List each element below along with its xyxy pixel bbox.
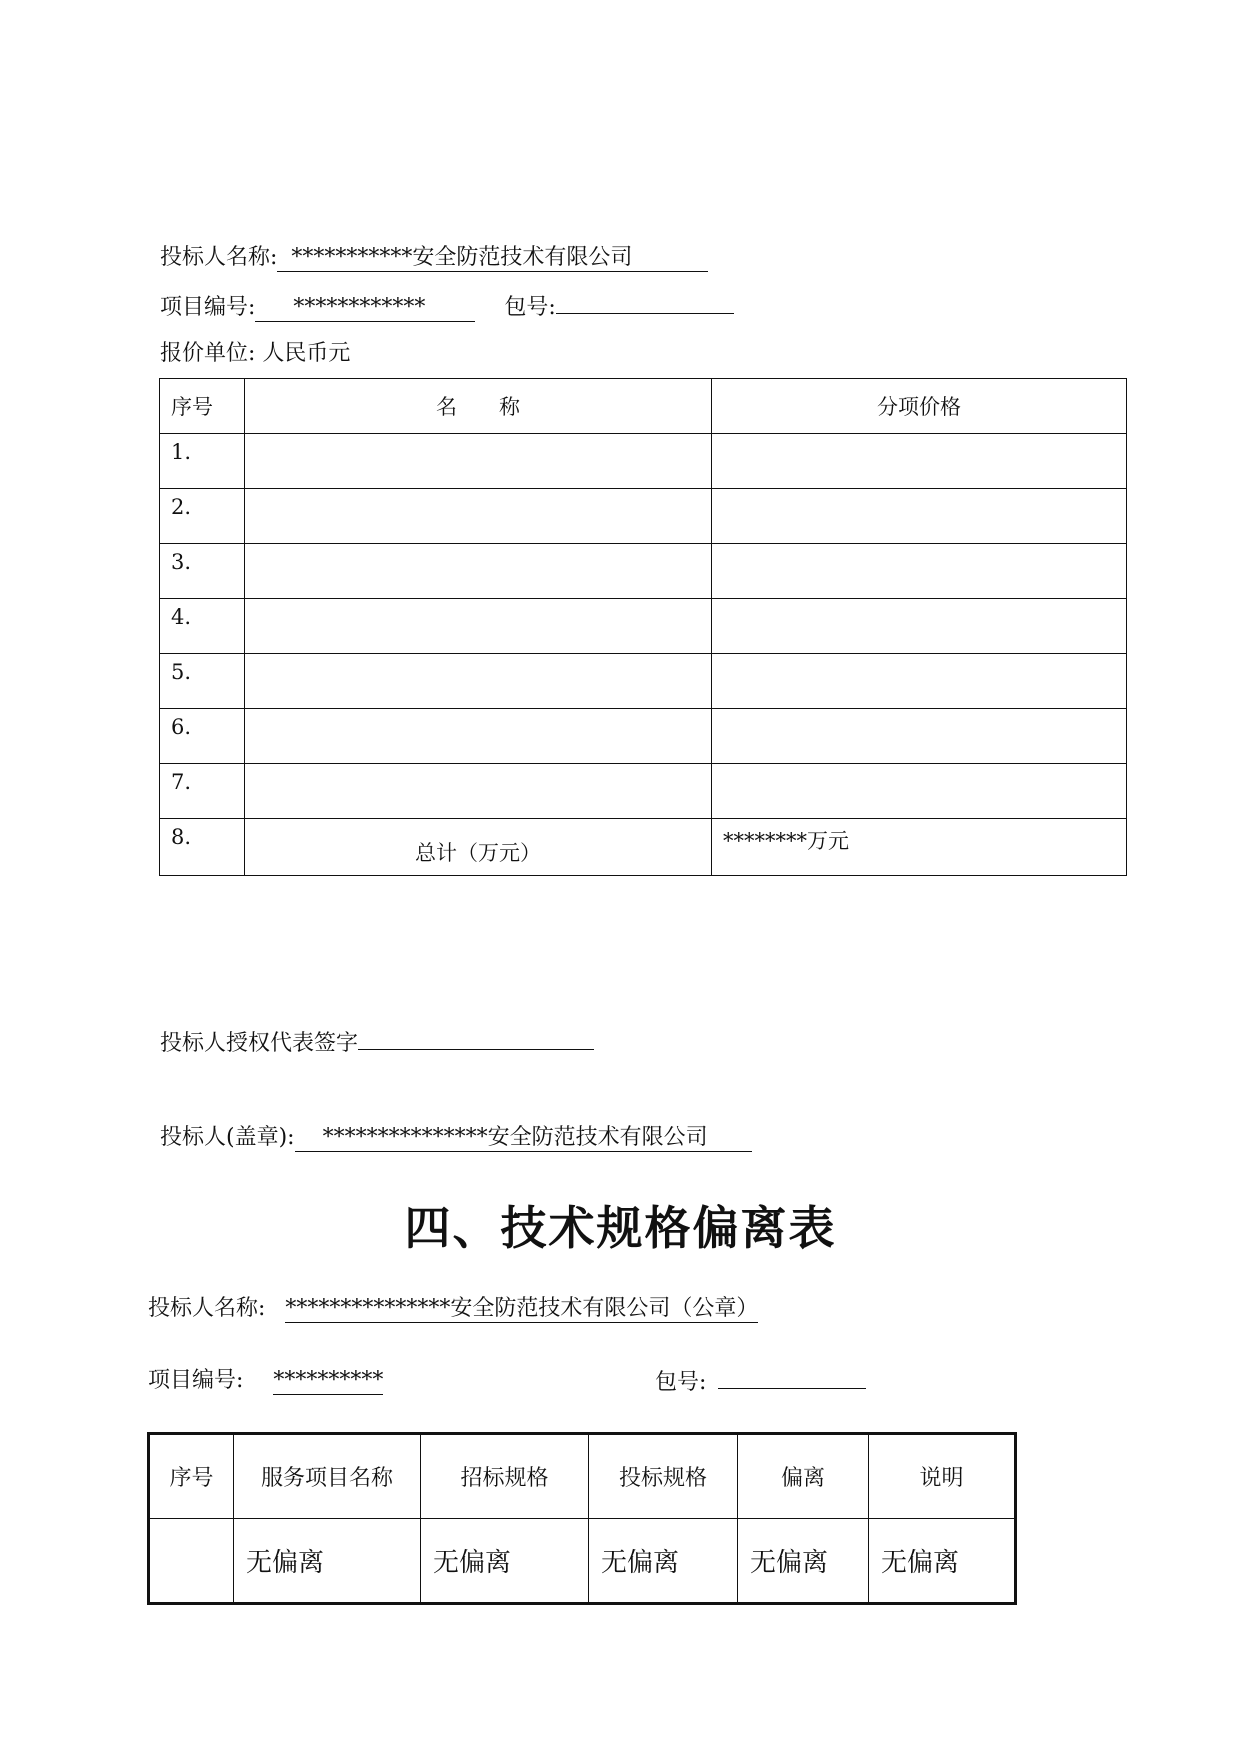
seal-line (160, 1123, 752, 1153)
row-price-cell[interactable] (712, 599, 1127, 654)
deviation-project-label: 项目编号: (148, 1368, 244, 1393)
quote-unit-label: 报价单位: (160, 341, 256, 366)
table-row (160, 764, 1127, 819)
quote-project-label: 项目编号: (160, 295, 256, 320)
table-row (160, 599, 1127, 654)
deviation-title: 四、技术规格偏离表 (404, 1201, 837, 1255)
deviation-header-bid-spec: 投标规格 (589, 1434, 738, 1519)
quote-unit-value: 人民币元 (262, 341, 351, 366)
signature-label: 投标人授权代表签字 (160, 1031, 359, 1056)
row-index: 5. (160, 654, 245, 709)
row-index: 2. (160, 489, 245, 544)
deviation-header-tender-spec: 招标规格 (421, 1434, 589, 1519)
total-row (160, 819, 1127, 876)
deviation-bidder-value: ***************安全防范技术有限公司（公章） (285, 1296, 759, 1321)
row-name-cell[interactable] (245, 599, 712, 654)
price-header-name: 名 称 (245, 379, 712, 434)
table-row (160, 654, 1127, 709)
quote-project-line (160, 291, 734, 323)
deviation-cell-tender-spec: 无偏离 (421, 1519, 589, 1604)
signature-blank[interactable] (358, 1027, 594, 1050)
deviation-header-notes: 说明 (869, 1434, 1016, 1519)
deviation-project-line (148, 1366, 383, 1396)
row-index: 7. (160, 764, 245, 819)
row-index: 3. (160, 544, 245, 599)
quote-bidder-label: 投标人名称: (160, 245, 278, 270)
deviation-project-value: ********** (273, 1368, 384, 1393)
row-price-cell[interactable] (712, 434, 1127, 489)
deviation-cell-service: 无偏离 (234, 1519, 421, 1604)
row-index: 1. (160, 434, 245, 489)
price-header-price: 分项价格 (712, 379, 1127, 434)
deviation-bidder-line (148, 1294, 758, 1324)
deviation-header-deviation: 偏离 (738, 1434, 869, 1519)
row-name-cell[interactable] (245, 544, 712, 599)
deviation-cell-bid-spec: 无偏离 (589, 1519, 738, 1604)
deviation-bidder-label: 投标人名称: (148, 1296, 266, 1321)
deviation-header-index: 序号 (149, 1434, 234, 1519)
table-row (160, 489, 1127, 544)
signature-line (160, 1027, 594, 1059)
row-price-cell[interactable] (712, 709, 1127, 764)
row-name-cell[interactable] (245, 434, 712, 489)
row-price-cell[interactable] (712, 544, 1127, 599)
price-header-index: 序号 (160, 379, 245, 434)
deviation-table (147, 1432, 1017, 1605)
quote-project-value: ************ (255, 295, 475, 322)
quote-bidder-line (160, 243, 708, 273)
quote-package-blank (556, 291, 734, 314)
row-index: 6. (160, 709, 245, 764)
quote-unit-line (160, 339, 350, 369)
deviation-cell-notes: 无偏离 (869, 1519, 1016, 1604)
row-name-cell[interactable] (245, 489, 712, 544)
deviation-package-label: 包号: (655, 1370, 707, 1395)
seal-label: 投标人(盖章): (160, 1125, 295, 1150)
price-table (159, 378, 1127, 876)
deviation-package-line (655, 1366, 866, 1398)
row-price-cell[interactable] (712, 489, 1127, 544)
seal-value: ***************安全防范技术有限公司 (295, 1125, 752, 1152)
deviation-cell-index (149, 1519, 234, 1604)
quote-package-label: 包号: (504, 295, 556, 320)
deviation-package-blank[interactable] (718, 1366, 866, 1389)
table-row (160, 544, 1127, 599)
row-name-cell[interactable] (245, 654, 712, 709)
row-name-cell[interactable] (245, 709, 712, 764)
row-index: 4. (160, 599, 245, 654)
row-price-cell[interactable] (712, 654, 1127, 709)
total-index: 8. (160, 819, 245, 876)
quote-bidder-value: ***********安全防范技术有限公司 (277, 245, 708, 272)
total-label: 总计（万元） (245, 819, 712, 876)
deviation-cell-deviation: 无偏离 (738, 1519, 869, 1604)
deviation-header-service: 服务项目名称 (234, 1434, 421, 1519)
table-row (160, 434, 1127, 489)
row-name-cell[interactable] (245, 764, 712, 819)
deviation-header-row (149, 1434, 1016, 1519)
price-table-header-row (160, 379, 1127, 434)
table-row (160, 709, 1127, 764)
table-row (149, 1519, 1016, 1604)
row-price-cell[interactable] (712, 764, 1127, 819)
total-value: ********万元 (712, 819, 1127, 876)
